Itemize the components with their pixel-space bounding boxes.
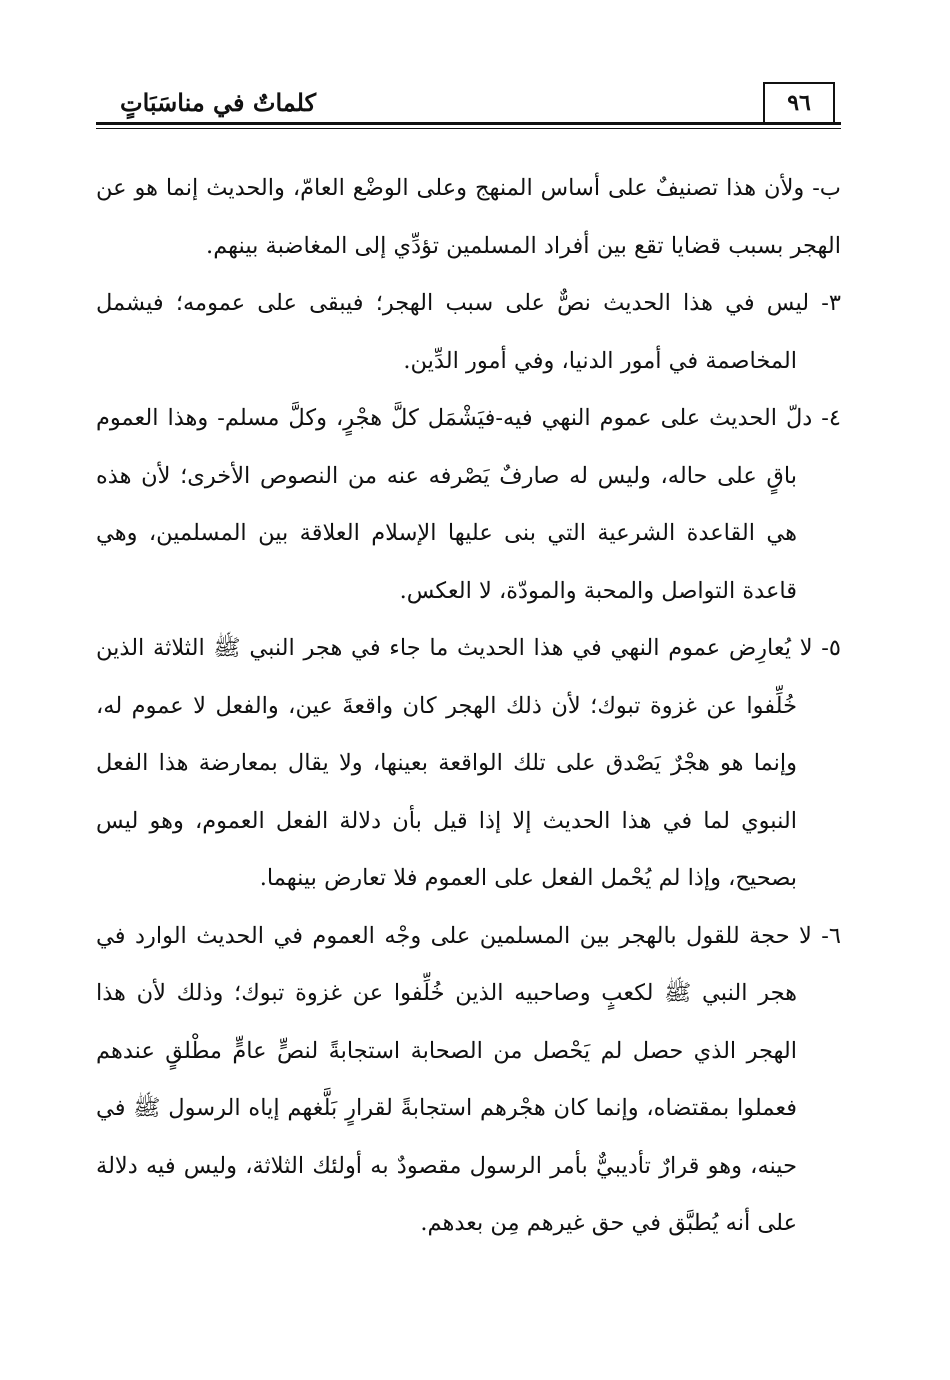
header-rule-thin <box>96 128 841 129</box>
header-rule-thick <box>96 122 841 125</box>
page-header <box>96 82 841 136</box>
paragraph-b: ب- ولأن هذا تصنيفٌ على أساس المنهج وعلى الوضْع العامّ، والحديث إنما هو عن الهجر بسبب قضايا تقع بين أفراد المسلمين تؤدِّي إلى المغاضبة بينهم. <box>96 175 841 259</box>
paragraph-6: ٦- لا حجة للقول بالهجر بين المسلمين على وجْه العموم في الحديث الوارد في هجر النبي ﷺ لكعبٍ وصاحبيه الذين خُلِّفوا عن غزوة تبوك؛ وذلك لأن هذا الهجر الذي حصل لم يَحْصل من الصحابة استجابةً لنصٍّ عامٍّ مطْلقٍ عندهم فعملوا بمقتضاه، وإنما كان هجْرهم استجابةً لقرارٍ بَلَّغهم إياه الرسول ﷺ في حينه، وهو قرارٌ تأديبيٌّ بأمر الرسول مقصودٌ به أولئك الثلاثة، وليس فيه دلالة على أنه يُطبَّق في حق غيرهم مِن بعدهم. <box>96 922 841 1236</box>
paragraph-4: ٤- دلّ الحديث على عموم النهي فيه-فيَشْمَل كلَّ هجْرٍ، وكلَّ مسلم- وهذا العموم باقٍ على حاله، وليس له صارفٌ يَصْرفه عنه من النصوص الأخرى؛ لأن هذه هي القاعدة الشرعية التي بنى عليها الإسلام العلاقة بين المسلمين، وهي قاعدة التواصل والمحبة والمودّة، لا العكس. <box>96 405 841 604</box>
running-title: كلماتٌ في مناسَبَاتٍ <box>120 88 317 117</box>
page-body <box>96 160 841 1253</box>
paragraph-5: ٥- لا يُعارِض عموم النهي في هذا الحديث ما جاء في هجر النبي ﷺ الثلاثة الذين خُلِّفوا عن غزوة تبوك؛ لأن ذلك الهجر كان واقعةَ عين، والفعل لا عموم له، وإنما هو هجْرٌ يَصْدق على تلك الواقعة بعينها، ولا يقال بمعارضة هذا الفعل النبوي لما في هذا الحديث إلا إذا قيل بأن دلالة الفعل العموم، وهو ليس بصحيح، وإذا لم يُحْمل الفعل على العموم فلا تعارض بينهما. <box>96 635 841 891</box>
paragraph-3: ٣- ليس في هذا الحديث نصٌّ على سبب الهجر؛ فيبقى على عمومه؛ فيشمل المخاصمة في أمور الدنيا، وفي أمور الدِّين. <box>96 290 841 374</box>
page-number: ٩٦ <box>763 82 835 122</box>
